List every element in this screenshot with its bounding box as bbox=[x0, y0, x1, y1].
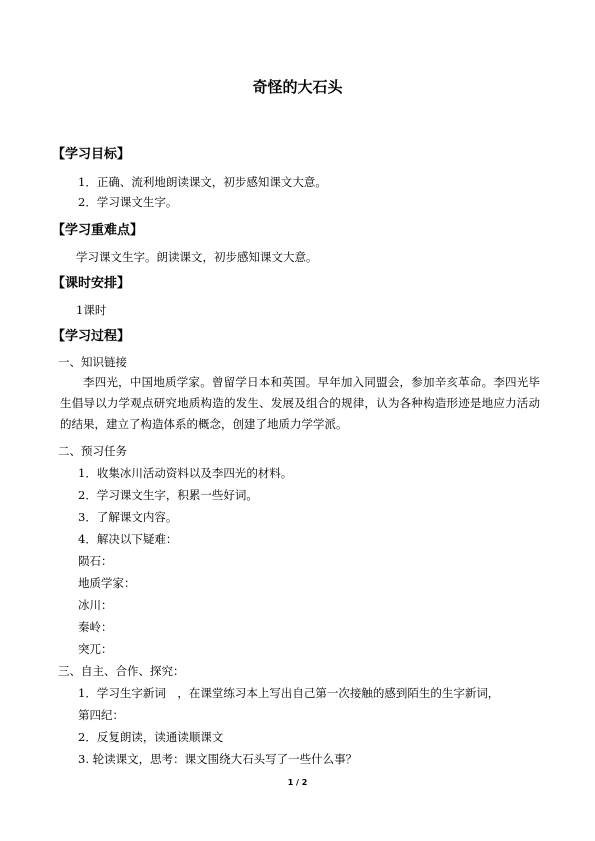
page-number: 1 / 2 bbox=[287, 778, 308, 787]
part2-item-1: 1．收集冰川活动资料以及李四光的材料。 bbox=[78, 466, 293, 480]
part2-item-3: 3．了解课文内容。 bbox=[78, 510, 178, 524]
goal-item-1: 1．正确、流利地朗读课文，初步感知课文大意。 bbox=[78, 175, 327, 189]
part3-item-3: 2．反复朗读，读通读顺课文 bbox=[78, 730, 224, 744]
term-item: 冰川： bbox=[78, 598, 113, 612]
part3-item-4: 3. 轮读课文，思考：课文围绕大石头写了一些什么事？ bbox=[78, 752, 358, 766]
part2-title: 二、预习任务 bbox=[58, 444, 127, 458]
part2-item-2: 2．学习课文生字，积累一些好词。 bbox=[78, 488, 258, 502]
part2-item-4: 4．解决以下疑难： bbox=[78, 532, 178, 546]
section-heading-process: 【学习过程】 bbox=[52, 329, 131, 344]
goal-item-2: 2．学习课文生字。 bbox=[78, 195, 178, 209]
part1-paragraph: 李四光，中国地质学家。曾留学日本和英国。早年加入同盟会，参加辛亥革命。李四光毕生倡导以力学观点研究地质构造的发生、发展及组合的规律，认为各种构造形迹是地应力活动的结果，建立了构造体系的概念，创建了地质力学学派。 bbox=[60, 375, 540, 431]
section-heading-schedule: 【课时安排】 bbox=[52, 276, 131, 291]
part3-item-2: 第四纪： bbox=[78, 708, 124, 722]
term-item: 秦岭： bbox=[78, 620, 113, 634]
document-title: 奇怪的大石头 bbox=[252, 78, 343, 96]
key-points-text: 学习课文生字。朗读课文，初步感知课文大意。 bbox=[76, 250, 318, 264]
part3-item-1: 1．学习生字新词 ，在课堂练习本上写出自己第一次接触的感到陌生的生字新词， bbox=[78, 686, 500, 700]
part1-title: 一、知识链接 bbox=[58, 355, 127, 369]
part3-title: 三、自主、合作、探究： bbox=[58, 664, 185, 678]
term-item: 陨石： bbox=[78, 554, 113, 568]
section-heading-goals: 【学习目标】 bbox=[52, 147, 131, 162]
term-item: 突兀： bbox=[78, 642, 113, 656]
section-heading-key-points: 【学习重难点】 bbox=[52, 223, 144, 238]
term-item: 地质学家： bbox=[78, 576, 136, 590]
schedule-text: 1课时 bbox=[76, 303, 107, 317]
